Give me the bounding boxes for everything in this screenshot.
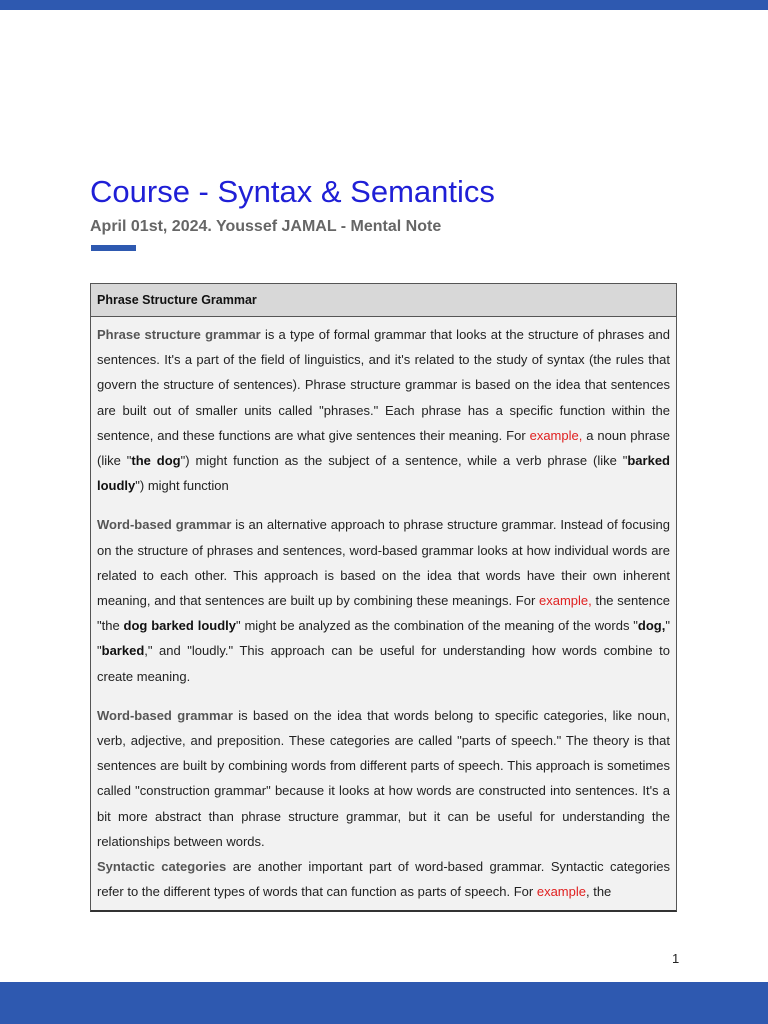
page-number: 1	[672, 951, 680, 966]
bold-dog-barked-loudly: dog barked loudly	[123, 618, 236, 634]
example-highlight: example	[536, 884, 586, 900]
page-subtitle: April 01st, 2024. Youssef JAMAL - Mental Note	[90, 218, 442, 235]
content-card	[90, 283, 677, 912]
paragraph-syntactic-categories: Syntactic categories are another important part of word-based grammar. Syntactic categories refer to the different types of words that can function as parts of speech. For example, the	[97, 859, 670, 900]
bottom-bar	[0, 982, 768, 1024]
paragraph-word-based-2: Word-based grammar is based on the idea that words belong to specific categories, like noun, verb, adjective, and preposition. These categories are called "parts of speech." The theory is that sentences are built by combining words from different parts of speech. This approach is sometimes called "construction grammar" because it looks at how words are constructed into sentences. It's a bit more abstract than phrase structure grammar, but it can be useful for understanding the relationships between words.	[97, 707, 670, 849]
term-phrase-structure-grammar: Phrase structure grammar	[97, 327, 261, 342]
example-highlight: example,	[529, 427, 583, 443]
bold-barked-loudly: barked loudly	[97, 453, 670, 494]
bold-barked: barked	[101, 643, 145, 659]
card-body	[91, 317, 676, 904]
title-accent-bar	[91, 245, 136, 251]
example-highlight: example,	[539, 593, 592, 609]
term-word-based-grammar: Word-based grammar	[97, 707, 233, 723]
paragraph-word-based-1: Word-based grammar is an alternative approach to phrase structure grammar. Instead of focusing on the structure of phrases and sentences, word-based grammar looks at how individual words are related to each other. This approach is based on the idea that words have their own inherent meaning, and that sentences are built up by combining these meanings. For example, the sentence "the dog barked loudly" might be analyzed as the combination of the meaning of the words "dog," "barked," and "loudly." This approach can be useful for understanding how words combine to create meaning.	[97, 517, 671, 684]
card-heading: Phrase Structure Grammar	[91, 284, 676, 317]
bold-dog: dog,	[637, 618, 666, 634]
term-word-based-grammar: Word-based grammar	[97, 517, 232, 533]
term-syntactic-categories: Syntactic categories	[97, 859, 227, 875]
top-bar	[0, 0, 768, 10]
paragraph-phrase-structure: Phrase structure grammar is a type of formal grammar that looks at the structure of phrases and sentences. It's a part of the field of linguistics, and it's related to the study of syntax (the rules that govern the structure of sentences). Phrase structure grammar is based on the idea that sentences are built out of smaller units called "phrases." Each phrase has a specific function within the sentence, and these functions are what give sentences their meaning. For example, a noun phrase (like "the dog") might function as the subject of a sentence, while a verb phrase (like "barked loudly") might function	[97, 327, 670, 494]
page-title: Course - Syntax & Semantics	[90, 174, 495, 209]
bold-the-dog: the dog	[131, 453, 181, 469]
